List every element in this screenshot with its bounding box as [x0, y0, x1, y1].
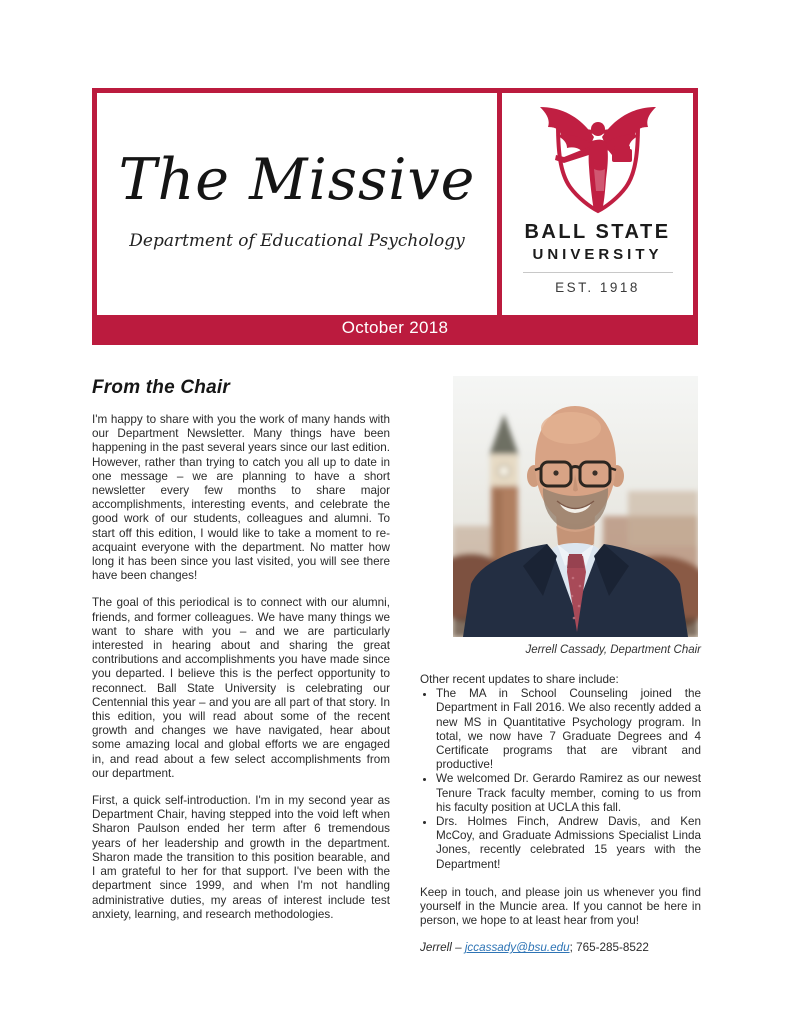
signature-name: Jerrell –	[420, 941, 465, 955]
article-heading: From the Chair	[92, 377, 230, 398]
article-paragraph: The goal of this periodical is to connect with our alumni, friends, and former colleagues. We have many things we want to share with you – and we are particularly interested in hearing about and sharing the great contributions and accomplishments you have made since you departed. I believe this is the perfect opportunity to reconnect. Ball State University is celebrating our Centennial this year – and you are all part of that story. In this edition, you will read about some of the recent growth and changes we have navigated, hear about some amazing local and global efforts we are engaged in, and read about a few select accomplishments from our department.	[92, 596, 390, 780]
logo-text-ball-state: BALL STATE	[524, 221, 671, 243]
university-logo-panel	[497, 93, 693, 315]
updates-list	[420, 687, 701, 872]
article-paragraph: First, a quick self-introduction. I'm in my second year as Department Chair, having stepped into the void left when Sharon Paulson ended her term after 6 tremendous years of her leadership and growth in the department. Sharon made the transition to this position bearable, and I am grateful to her for that support. I've been with the department since 1999, and when I'm not handling administrative duties, my areas of interest include test anxiety, learning, and research methodologies.	[92, 794, 390, 921]
update-bullet: • Drs. Holmes Finch, Andrew Davis, and Ken McCoy, and Graduate Admissions Specialist Linda Jones, recently celebrated 15 years with the Department!	[436, 815, 701, 872]
masthead-main-row	[97, 93, 693, 315]
from-the-chair-article	[92, 377, 390, 935]
article-paragraphs	[92, 413, 390, 922]
masthead-title-panel	[97, 93, 497, 315]
newsletter-subtitle: Department of Educational Psychology	[129, 230, 465, 251]
article-paragraph: I'm happy to share with you the work of many hands with our Department Newsletter. Many things have been happening in the past several years since our last edition. However, rather than trying to catch you all up to date in one message – we are planning to have a short newsletter every few months to share major accomplishments, interesting events, and celebrate the good work of our students, colleagues and alumni. To start off this edition, I would like to take a moment to re-acquaint everyone with the department. No matter how long it has been since you last visited, you will see there have been changes!	[92, 413, 390, 583]
issue-date-banner: October 2018	[97, 315, 693, 340]
right-column	[420, 376, 701, 954]
logo-divider-rule	[523, 272, 673, 273]
masthead-box	[92, 88, 698, 345]
newsletter-title: The Missive	[118, 146, 476, 213]
update-bullet: • The MA in School Counseling joined the Department in Fall 2016. We also recently added a new MS in Quantitative Psychology program. In total, we now have 7 Graduate Degrees and 4 Certificate programs that are vibrant and productive!	[436, 687, 701, 772]
signature-phone: ; 765-285-8522	[569, 941, 649, 955]
chair-portrait-photo	[453, 376, 698, 637]
logo-text-university: UNIVERSITY	[532, 246, 663, 263]
logo-est-1918: EST. 1918	[555, 280, 640, 295]
beneficence-emblem-icon	[534, 99, 662, 217]
updates-intro: Other recent updates to share include:	[420, 673, 619, 686]
update-bullet: • We welcomed Dr. Gerardo Ramirez as our newest Tenure Track faculty member, coming to us from his faculty position at UCLA this fall.	[436, 772, 701, 815]
email-link[interactable]: jccassady@bsu.edu	[464, 941, 570, 955]
photo-caption: Jerrell Cassady, Department Chair	[525, 644, 701, 656]
signature-line	[420, 941, 701, 954]
closing-paragraph: Keep in touch, and please join us whenever you find yourself in the Muncie area. If you cannot be here in person, we hope to at least hear from you!	[420, 885, 701, 928]
